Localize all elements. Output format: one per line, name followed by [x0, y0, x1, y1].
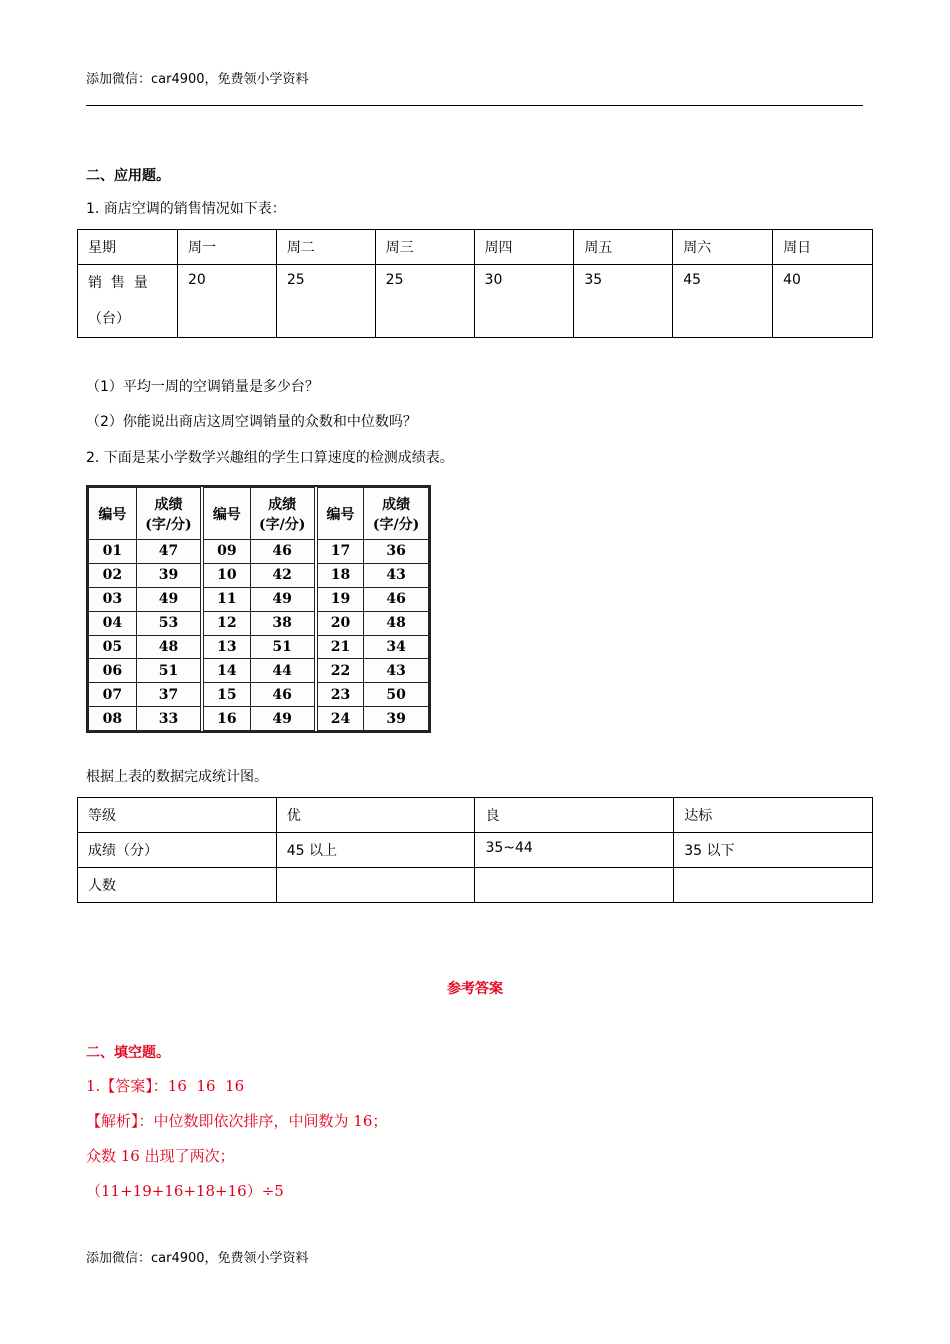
score-cell: 18: [316, 563, 364, 587]
cell: 周六: [673, 230, 773, 265]
q1-prompt: 1. 商店空调的销售情况如下表：: [86, 201, 286, 217]
score-header-id: 编号: [89, 488, 137, 540]
score-row: [89, 707, 429, 731]
cell: 35: [574, 265, 673, 338]
cell: [475, 868, 674, 903]
sales-table-row-weekday: [78, 230, 873, 265]
score-cell: 23: [316, 683, 364, 707]
score-cell: 51: [250, 635, 316, 659]
cell: 45 以上: [276, 833, 475, 868]
score-row: [89, 683, 429, 707]
score-cell: 49: [250, 707, 316, 731]
cell: 成绩（分）: [78, 833, 277, 868]
score-header-score: [250, 488, 316, 540]
score-cell: 01: [89, 540, 137, 564]
score-header-score: [136, 488, 202, 540]
score-cell: 15: [202, 683, 250, 707]
cell: 周四: [474, 230, 574, 265]
grade-row-level: [78, 798, 873, 833]
score-table-image: [86, 485, 431, 733]
score-cell: 50: [364, 683, 429, 707]
score-cell: 14: [202, 659, 250, 683]
cell: [276, 868, 475, 903]
score-cell: 20: [316, 611, 364, 635]
score-cell: 39: [136, 563, 202, 587]
score-cell: 09: [202, 540, 250, 564]
cell: 20: [177, 265, 276, 338]
score-header-line2: (字/分): [372, 516, 420, 533]
cell: 25: [276, 265, 375, 338]
score-row: [89, 635, 429, 659]
answer-line-4: （11+19+16+18+16）÷5: [86, 1182, 284, 1200]
cell: 35~44: [475, 833, 674, 868]
score-cell: 36: [364, 540, 429, 564]
score-cell: 48: [136, 635, 202, 659]
score-cell: 33: [136, 707, 202, 731]
cell: 45: [673, 265, 773, 338]
score-header-line1: 成绩: [268, 496, 297, 513]
cell: 25: [375, 265, 474, 338]
cell: 周日: [773, 230, 873, 265]
cell: 达标: [674, 798, 873, 833]
score-row: [89, 563, 429, 587]
score-cell: 08: [89, 707, 137, 731]
score-row: [89, 659, 429, 683]
answers-title: 参考答案: [447, 981, 503, 997]
score-cell: 53: [136, 611, 202, 635]
footer-watermark: 添加微信：car4900，免费领小学资料: [86, 1251, 309, 1266]
score-cell: 46: [364, 587, 429, 611]
answer-line-2: 【解析】：中位数即依次排序，中间数为 16；: [86, 1112, 388, 1130]
score-header-line2: (字/分): [258, 516, 306, 533]
score-cell: 47: [136, 540, 202, 564]
cell: 良: [475, 798, 674, 833]
cell: 35 以下: [674, 833, 873, 868]
cell: 等级: [78, 798, 277, 833]
score-cell: 07: [89, 683, 137, 707]
score-cell: 38: [250, 611, 316, 635]
score-header-score: [364, 488, 429, 540]
score-cell: 42: [250, 563, 316, 587]
score-cell: 43: [364, 659, 429, 683]
score-cell: 37: [136, 683, 202, 707]
q1-sub1: （1）平均一周的空调销量是多少台？: [86, 379, 319, 395]
cell: 周一: [177, 230, 276, 265]
header-watermark: 添加微信：car4900，免费领小学资料: [86, 72, 309, 87]
header-rule: [86, 105, 863, 106]
score-row: [89, 587, 429, 611]
score-table-header: [89, 488, 429, 540]
score-cell: 39: [364, 707, 429, 731]
answers-section: 二、填空题。: [86, 1045, 170, 1061]
answer-line-1: 1.【答案】：16 16 16: [86, 1077, 245, 1095]
score-cell: 05: [89, 635, 137, 659]
score-header-id: 编号: [202, 488, 250, 540]
score-header-id: 编号: [316, 488, 364, 540]
score-cell: 51: [136, 659, 202, 683]
grade-row-score: [78, 833, 873, 868]
score-cell: 49: [250, 587, 316, 611]
score-cell: 10: [202, 563, 250, 587]
cell: 40: [773, 265, 873, 338]
score-cell: 04: [89, 611, 137, 635]
cell: 星期: [78, 230, 178, 265]
score-cell: 34: [364, 635, 429, 659]
score-header-line2: (字/分): [145, 516, 192, 533]
q2-instruction: 根据上表的数据完成统计图。: [86, 769, 268, 785]
score-cell: 44: [250, 659, 316, 683]
sales-table-row-quantity: [78, 265, 873, 338]
cell: 人数: [78, 868, 277, 903]
sales-label-line1: 销 售 量: [88, 275, 148, 291]
score-header-line1: 成绩: [382, 496, 411, 513]
score-cell: 24: [316, 707, 364, 731]
grade-row-count: [78, 868, 873, 903]
score-cell: 12: [202, 611, 250, 635]
sales-label-line2: （台）: [88, 311, 130, 327]
score-header-line1: 成绩: [154, 496, 183, 513]
cell: 周五: [574, 230, 673, 265]
score-cell: 46: [250, 683, 316, 707]
sales-table: [77, 229, 873, 338]
score-cell: 21: [316, 635, 364, 659]
cell: [674, 868, 873, 903]
cell: 周二: [276, 230, 375, 265]
section-title: 二、应用题。: [86, 168, 170, 184]
score-row: [89, 540, 429, 564]
score-cell: 49: [136, 587, 202, 611]
score-cell: 48: [364, 611, 429, 635]
grade-table: [77, 797, 873, 903]
cell: 30: [474, 265, 574, 338]
score-cell: 13: [202, 635, 250, 659]
score-cell: 11: [202, 587, 250, 611]
score-cell: 46: [250, 540, 316, 564]
score-cell: 43: [364, 563, 429, 587]
score-cell: 17: [316, 540, 364, 564]
answer-line-3: 众数 16 出现了两次；: [86, 1147, 235, 1165]
cell: 优: [276, 798, 475, 833]
score-cell: 03: [89, 587, 137, 611]
q2-prompt: 2. 下面是某小学数学兴趣组的学生口算速度的检测成绩表。: [86, 450, 454, 466]
score-table: [88, 487, 429, 731]
score-cell: 02: [89, 563, 137, 587]
score-cell: 16: [202, 707, 250, 731]
score-cell: 22: [316, 659, 364, 683]
sales-label-cell: [78, 265, 178, 338]
cell: 周三: [375, 230, 474, 265]
q1-sub2: （2）你能说出商店这周空调销量的众数和中位数吗？: [86, 414, 417, 430]
score-cell: 19: [316, 587, 364, 611]
score-cell: 06: [89, 659, 137, 683]
score-row: [89, 611, 429, 635]
